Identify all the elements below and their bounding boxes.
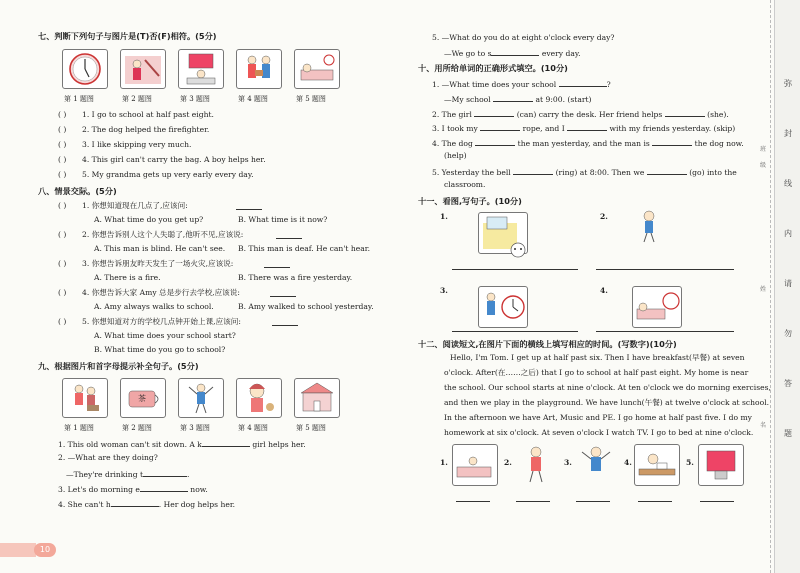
clock-picture [62, 49, 108, 89]
sec8-q5-a: A. What time does your school start? [94, 331, 236, 340]
girl-hearing-picture [236, 378, 282, 418]
sec9-q3-text: 3. Let's do morning e [58, 485, 140, 494]
sec7-item-5: 5. My grandma gets up very early every day. [82, 170, 254, 179]
sec8-q2-b: B. This man is deaf. He can't hear. [238, 244, 370, 253]
sec8-q1-a: A. What time do you get up? [94, 215, 204, 224]
passage-line-2: o'clock. After(在……之后) that I go to school at half past eight. My home is near [444, 368, 749, 377]
side-char-5: 请 [784, 279, 792, 288]
sec10-blank-1[interactable] [559, 78, 607, 87]
section-10-title: 十、用所给单词的正确形式填空。(10分) [418, 63, 568, 73]
sec10-q4-end: the dog now. [694, 139, 744, 148]
sec10-q2-text: 2. The girl [432, 110, 472, 119]
sec9-blank-2[interactable] [143, 468, 190, 479]
sec8-blank-1[interactable] [236, 201, 262, 210]
side-mark-3: 姓 [760, 286, 767, 293]
sec10-q5-mid: (ring) at 8:00. Then we [555, 168, 645, 177]
sec10-q3-mid: rope, and I [522, 124, 565, 133]
section-11-title: 十一、看图,写句子。(10分) [418, 196, 522, 206]
tv-picture [698, 444, 744, 486]
sec9-q3 [58, 483, 208, 495]
passage-line-5: In the afternoon we have Art, Music and PE. I go home at half past five. I do my [444, 413, 752, 422]
exercising-picture [576, 444, 616, 484]
sec10-q4-mid: the man yesterday, and the man is [517, 139, 650, 148]
sec9-q4 [58, 498, 235, 510]
side-char-2: 封 [784, 129, 792, 138]
time-answer-3[interactable] [576, 500, 610, 502]
side-char-1: 弥 [784, 79, 792, 88]
sec12-num-5: 5. [686, 458, 694, 467]
school-building-picture [294, 378, 340, 418]
sec9-q3-end: now. [190, 485, 208, 494]
page-number: 10 [34, 543, 56, 557]
sec8-q4: 4. 你想告诉大家 Amy 总是步行去学校,应该说: [82, 288, 240, 297]
passage-line-1: Hello, I'm Tom. I get up at half past six. Then I have breakfast(早餐) at seven [450, 353, 745, 362]
sec9-q2b [66, 468, 189, 480]
firefighter-picture [120, 49, 166, 89]
sec11-num-3: 3. [440, 286, 448, 295]
caption-2: 第 2 题图 [122, 95, 152, 103]
sec10-q5-end: (go) into the [689, 168, 737, 177]
sec7-paren-2[interactable]: ( ) [58, 125, 67, 134]
sec10-q3 [432, 122, 735, 134]
sec10-q5-text: 5. Yesterday the bell [432, 168, 511, 177]
sec11-num-1: 1. [440, 212, 448, 221]
sec7-paren-4[interactable]: ( ) [58, 155, 67, 164]
sec11-num-4: 4. [600, 286, 608, 295]
sec10-q4b: (help) [444, 151, 467, 160]
side-mark-4: 名 [760, 422, 767, 429]
sec9-q4-end: . Her dog helps her. [158, 500, 236, 509]
sec10-q2 [432, 108, 729, 120]
sec8-q2-a: A. This man is blind. He can't see. [94, 244, 226, 253]
sec8-q4-b: B. Amy walked to school yesterday. [238, 302, 374, 311]
tea-cup-label: 茶 [138, 394, 146, 403]
r5-answer [444, 47, 581, 59]
sec10-blank-9[interactable] [513, 166, 553, 175]
r5-question: 5. —What do you do at eight o'clock every day? [432, 33, 615, 42]
homework-picture [634, 444, 680, 486]
side-mark-2: 级 [760, 162, 767, 169]
passage-line-4: and then we play in the playground. We have lunch(午餐) at twelve o'clock at school. [444, 398, 770, 407]
sec12-num-4: 4. [624, 458, 632, 467]
sec8-paren-3[interactable]: ( ) [58, 259, 67, 268]
side-char-6: 勿 [784, 329, 792, 338]
sec8-paren-5[interactable]: ( ) [58, 317, 67, 326]
sec11-num-2: 2. [600, 212, 608, 221]
sec9-q1 [58, 438, 306, 450]
sec10-q5b: classroom. [444, 180, 486, 189]
sec8-q5: 5. 你想知道对方的学校几点钟开始上课,应该问: [82, 317, 241, 326]
getting-up-picture [452, 444, 498, 486]
sec9-q4-text: 4. She can't h [58, 500, 111, 509]
sec10-q1-end: ? [606, 80, 611, 89]
boy-walking-picture [636, 210, 662, 244]
boy-clock-picture [478, 286, 528, 328]
sec9-q2b-end: . [187, 470, 190, 479]
sec7-item-3: 3. I like skipping very much. [82, 140, 192, 149]
sec7-item-1: 1. I go to school at half past eight. [82, 110, 214, 119]
r5-blank[interactable] [491, 47, 539, 56]
sec8-q3: 3. 你想告诉朋友昨天发生了一场火灾,应该说: [82, 259, 234, 268]
caption-5: 第 5 题图 [296, 95, 326, 103]
r5-answer-text: —We go to s [444, 49, 492, 58]
sec10-blank-7[interactable] [475, 137, 515, 146]
sec10-blank-5[interactable] [480, 122, 520, 131]
sec10-q4-text: 4. The dog [432, 139, 473, 148]
sec11-answer-1[interactable] [452, 268, 578, 270]
sec9-q2: 2. —What are they doing? [58, 453, 158, 462]
side-mark-1: 班 [760, 146, 767, 153]
sleep-clock-picture [632, 286, 682, 328]
caption-1: 第 1 题图 [64, 95, 94, 103]
sec10-q3-text: 3. I took my [432, 124, 478, 133]
sec7-paren-3[interactable]: ( ) [58, 140, 67, 149]
sec10-q1b-end: at 9:00. (start) [535, 95, 592, 104]
sec9-caption-3: 第 3 题图 [180, 424, 210, 432]
sec10-q1b-text: —My school [444, 95, 491, 104]
tea-cup-picture [120, 378, 166, 418]
sec8-paren-1[interactable]: ( ) [58, 201, 67, 210]
sec8-paren-4[interactable]: ( ) [58, 288, 67, 297]
section-7-title: 七、判断下列句子与图片是(T)否(F)相符。(5分) [38, 31, 217, 41]
time-answer-1[interactable] [456, 500, 490, 502]
sec10-q1-text: 1. —What time does your school [432, 80, 557, 89]
binding-dashed-line [770, 0, 771, 573]
sec8-blank-2[interactable] [276, 230, 302, 239]
classroom-picture [178, 49, 224, 89]
sec10-q5 [432, 166, 737, 178]
sec10-blank-3[interactable] [474, 108, 514, 117]
sec8-q2: 2. 你想告诉别人这个人失聪了,他听不见,应该说: [82, 230, 244, 239]
sec9-caption-5: 第 5 题图 [296, 424, 326, 432]
sec9-q1-text: 1. This old woman can't sit down. A k [58, 440, 202, 449]
sec8-paren-2[interactable]: ( ) [58, 230, 67, 239]
sec8-q3-b: B. There was a fire yesterday. [238, 273, 353, 282]
sec8-blank-4[interactable] [270, 288, 296, 297]
sec10-q1b [444, 93, 592, 105]
sec10-q1 [432, 78, 611, 90]
sec12-num-1: 1. [440, 458, 448, 467]
exercise-picture [178, 378, 224, 418]
section-12-title: 十二、阅读短文,在图片下面的横线上填写相应的时间。(写数字)(10分) [418, 339, 677, 349]
sec8-q5-b: B. What time do you go to school? [94, 345, 226, 354]
side-char-4: 内 [784, 229, 792, 238]
sec9-q1-end: girl helps her. [252, 440, 306, 449]
sec11-answer-3[interactable] [452, 330, 578, 332]
section-8-title: 八、情景交际。(5分) [38, 186, 117, 196]
sec7-paren-1[interactable]: ( ) [58, 110, 67, 119]
sec8-q1-b: B. What time is it now? [238, 215, 328, 224]
sec8-blank-3[interactable] [264, 259, 290, 268]
passage-line-3: the school. Our school starts at nine o'clock. At ten o'clock we do morning exercises, [444, 383, 771, 392]
sec9-caption-4: 第 4 题图 [238, 424, 268, 432]
sec10-blank-10[interactable] [647, 166, 687, 175]
sec10-blank-8[interactable] [652, 137, 692, 146]
passage-line-6: homework at six o'clock. At seven o'clock I watch TV. I go to bed at nine o'clock. [444, 428, 754, 437]
bed-picture [294, 49, 340, 89]
time-answer-2[interactable] [516, 500, 550, 502]
sec8-q4-a: A. Amy always walks to school. [94, 302, 214, 311]
sec10-blank-6[interactable] [567, 122, 607, 131]
walking-to-school-picture [516, 444, 556, 484]
sec10-blank-2[interactable] [493, 93, 533, 102]
side-char-3: 线 [784, 179, 792, 188]
sec10-q2-mid: (can) carry the desk. Her friend helps [516, 110, 663, 119]
sec9-q2b-text: —They're drinking t [66, 470, 144, 479]
cat-face-icon [508, 240, 528, 258]
time-answer-5[interactable] [700, 500, 734, 502]
r5-answer-end: every day. [541, 49, 581, 58]
section-9-title: 九、根据图片和首字母提示补全句子。(5分) [38, 361, 199, 371]
sec10-blank-4[interactable] [665, 108, 705, 117]
sec12-num-2: 2. [504, 458, 512, 467]
sec7-item-2: 2. The dog helped the firefighter. [82, 125, 210, 134]
sec12-num-3: 3. [564, 458, 572, 467]
sec8-blank-5[interactable] [272, 317, 298, 326]
sec7-item-4: 4. This girl can't carry the bag. A boy helps her. [82, 155, 266, 164]
sec10-q3-end: with my friends yesterday. (skip) [609, 124, 736, 133]
page-corner-bar [0, 543, 36, 557]
sec9-blank-4[interactable] [111, 498, 159, 507]
sec8-q1: 1. 你想知道现在几点了,应该问: [82, 201, 188, 210]
side-char-7: 答 [784, 379, 792, 388]
sec7-paren-5[interactable]: ( ) [58, 170, 67, 179]
boy-helps-girl-picture [236, 49, 282, 89]
sec9-caption-1: 第 1 题图 [64, 424, 94, 432]
sec10-q2-end: (she). [707, 110, 729, 119]
sec11-answer-2[interactable] [596, 268, 734, 270]
sec9-blank-3[interactable] [140, 483, 188, 492]
sec11-answer-4[interactable] [596, 330, 734, 332]
old-woman-picture [62, 378, 108, 418]
side-char-8: 题 [784, 429, 792, 438]
sec8-q3-a: A. There is a fire. [94, 273, 161, 282]
time-answer-4[interactable] [638, 500, 672, 502]
caption-3: 第 3 题图 [180, 95, 210, 103]
sec9-blank-1[interactable] [202, 438, 250, 447]
caption-4: 第 4 题图 [238, 95, 268, 103]
sec10-q4 [432, 137, 744, 149]
sec9-caption-2: 第 2 题图 [122, 424, 152, 432]
